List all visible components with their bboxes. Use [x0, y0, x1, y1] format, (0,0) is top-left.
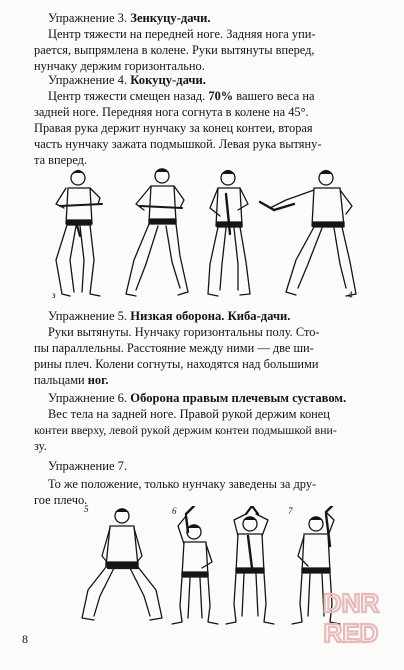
ex5-line-2: пы параллельны. Расстояние между ними — две ши-	[34, 341, 314, 355]
ex7-line-1: То же положение, только нунчаку заведены за дру-	[48, 477, 317, 491]
figure-person-3	[208, 171, 250, 297]
ex6-line-3: зу.	[34, 439, 47, 453]
ex3-line-2: рается, выпрямлена в колене. Руки вытянуты вперед,	[34, 43, 315, 57]
ex4-label: Упражнение 4.	[48, 73, 128, 87]
figure-person-1	[56, 171, 102, 297]
ex6-line-1: Вес тела на задней ноге. Правой рукой держим конец	[48, 407, 330, 421]
figure-stances-3-4	[50, 164, 370, 304]
ex4-name: Кокуцу-дачи.	[130, 73, 206, 87]
ex4-percent: 70%	[208, 89, 234, 103]
ex4-degrees: 45°.	[288, 105, 309, 119]
page-number: 8	[22, 632, 28, 646]
ex4-line1-text-a: Центр тяжести смещен назад.	[48, 89, 206, 103]
ex3-line-1: Центр тяжести на передней ноге. Задняя нога упи-	[48, 27, 316, 41]
figure2-label-right: 7	[288, 506, 293, 516]
ex5-line-3: рины плеч. Колени согнуты, находятся над большими	[34, 357, 319, 371]
ex6-heading	[48, 390, 400, 406]
ex4-heading	[48, 72, 400, 88]
watermark-line-1: DNR	[322, 588, 380, 618]
ex5-name: Низкая оборона. Киба-дачи.	[130, 309, 291, 323]
ex6-name: Оборона правым плечевым суставом.	[130, 391, 347, 405]
figure1-label-right: 4	[348, 290, 353, 300]
ex4-line-5: та вперед.	[34, 153, 88, 167]
ex5-label: Упражнение 5.	[48, 309, 128, 323]
figure-person-4	[260, 171, 356, 297]
watermark-line-2: RED	[323, 618, 379, 648]
ex3-heading	[48, 10, 400, 26]
ex4-line-1	[48, 88, 400, 104]
ex4-line2-text: задней ноге. Передняя нога согнута в колене на	[34, 105, 286, 119]
ex5-heading	[48, 308, 400, 324]
ex5-line-4	[34, 372, 386, 388]
ex3-name: Зенкуцу-дачи.	[130, 11, 211, 25]
figure-person-7a	[226, 506, 274, 624]
ex5-line-1: Руки вытянуты. Нунчаку горизонтальны полу. Сто-	[48, 325, 320, 339]
ex7-line-2: гое плечо.	[34, 493, 88, 507]
ex3-label: Упражнение 3.	[48, 11, 128, 25]
ex5-last-a: пальцами	[34, 373, 85, 387]
figure2-label-mid: 6	[172, 506, 177, 516]
ex4-line-4: часть нунчаку зажата подмышкой. Левая рука вытяну-	[34, 137, 322, 151]
ex6-line-2: контеи вверху, левой рукой держим контеи подмышкой вни-	[34, 423, 337, 437]
watermark-logo	[308, 584, 394, 648]
ex7-label: Упражнение 7.	[48, 459, 128, 473]
ex4-line-3: Правая рука держит нунчаку за конец контеи, вторая	[34, 121, 313, 135]
ex7-heading	[48, 458, 400, 474]
ex6-label: Упражнение 6.	[48, 391, 128, 405]
ex5-last-b: ног.	[87, 373, 109, 387]
figure-person-6	[172, 506, 218, 624]
figure-person-2	[126, 169, 188, 296]
ex4-line-2	[34, 104, 386, 120]
figure-person-5	[82, 509, 162, 620]
ex4-line1-text-b: вашего веса на	[236, 89, 315, 103]
ex3-line-3: нунчаку держим горизонтально.	[34, 59, 205, 73]
figure1-label-left: з	[52, 290, 56, 300]
figure2-label-left: 5	[84, 504, 89, 514]
